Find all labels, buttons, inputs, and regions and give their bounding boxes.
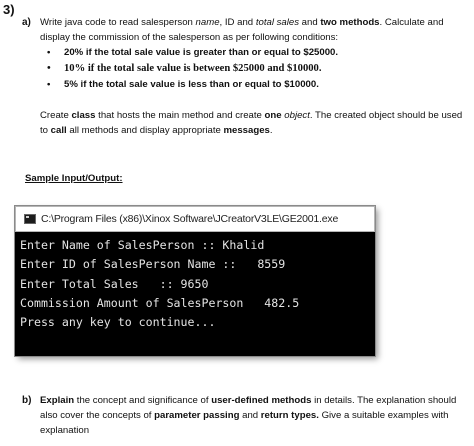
create-object-emphasis: object bbox=[284, 110, 310, 121]
condition-text: 20% if the total sale value is greater than or equal to $25000. bbox=[64, 47, 339, 58]
console-line: Enter Name of SalesPerson :: Khalid bbox=[20, 238, 265, 252]
console-window bbox=[15, 206, 375, 356]
create-line-2 bbox=[40, 123, 470, 138]
condition-item bbox=[44, 77, 464, 93]
bullet-icon: • bbox=[47, 47, 51, 58]
condition-text: 10% if the total sale value is between $25000 and $10000. bbox=[64, 63, 322, 74]
console-line: Enter Total Sales :: 9650 bbox=[20, 276, 209, 291]
create-line-1 bbox=[40, 108, 470, 123]
bullet-icon: • bbox=[47, 63, 51, 74]
intro-two-methods-emphasis: two methods bbox=[320, 17, 380, 28]
part-a-label: a) bbox=[22, 17, 31, 28]
intro-text: Write java code to read salesperson bbox=[40, 17, 196, 28]
create-one-emphasis: one bbox=[264, 110, 282, 121]
part-b-text: in details. The explanation should bbox=[311, 395, 457, 406]
intro-text: , ID and bbox=[219, 17, 256, 28]
question-number: 3) bbox=[3, 2, 15, 17]
part-b-line-1 bbox=[40, 393, 470, 408]
condition-item bbox=[44, 45, 464, 61]
create-call-emphasis: call bbox=[50, 125, 67, 136]
intro-text: . Calculate and bbox=[379, 17, 444, 28]
create-text: all methods and display appropriate bbox=[66, 125, 224, 136]
console-window-icon bbox=[24, 214, 36, 224]
console-line: Enter ID of SalesPerson Name :: 8559 bbox=[20, 257, 286, 272]
console-line: Commission Amount of SalesPerson 482.5 bbox=[20, 295, 300, 310]
create-text: . bbox=[269, 125, 273, 136]
console-titlebar[interactable] bbox=[15, 206, 375, 232]
part-b-text: also cover the concepts of bbox=[40, 410, 155, 421]
explain-emphasis: Explain bbox=[40, 395, 75, 406]
part-a-intro-line-1 bbox=[40, 15, 470, 30]
create-text: that hosts the main method and create bbox=[95, 110, 265, 121]
condition-text: 5% if the total sale value is less than or equal to $10000. bbox=[64, 79, 319, 90]
part-b-text: and bbox=[239, 410, 261, 421]
intro-text: and bbox=[299, 17, 321, 28]
conditions-list bbox=[44, 45, 464, 93]
console-title: C:\Program Files (x86)\Xinox Software\JCreatorV3LE\GE2001.exe bbox=[41, 213, 339, 225]
user-defined-methods-emphasis: user-defined methods bbox=[211, 395, 312, 406]
intro-name-emphasis: name bbox=[195, 17, 220, 28]
intro-total-sales-emphasis: total sales bbox=[255, 17, 300, 28]
create-messages-emphasis: messages bbox=[223, 125, 270, 136]
part-b-line-2 bbox=[40, 408, 470, 423]
create-class-emphasis: class bbox=[71, 110, 96, 121]
part-a-create-paragraph bbox=[40, 108, 470, 138]
parameter-passing-emphasis: parameter passing bbox=[154, 410, 240, 421]
create-text: . The created object should be used bbox=[309, 110, 463, 121]
condition-item bbox=[44, 61, 464, 77]
part-b-label: b) bbox=[22, 395, 32, 406]
console-output bbox=[20, 236, 299, 332]
part-b-paragraph bbox=[40, 393, 470, 438]
part-a-intro bbox=[40, 15, 470, 45]
create-text: Create bbox=[40, 110, 72, 121]
part-b-line-3: explanation bbox=[40, 425, 90, 436]
sample-io-heading: Sample Input/Output: bbox=[25, 173, 123, 184]
bullet-icon: • bbox=[47, 79, 51, 90]
create-text: to bbox=[40, 125, 51, 136]
console-line: Press any key to continue... bbox=[20, 315, 216, 330]
part-b-text: Give a suitable examples with bbox=[318, 410, 449, 421]
part-a-intro-line-2: display the commission of the salesperson as per following conditions: bbox=[40, 32, 339, 43]
part-b-text: the concept and significance of bbox=[74, 395, 212, 406]
return-types-emphasis: return types. bbox=[260, 410, 319, 421]
